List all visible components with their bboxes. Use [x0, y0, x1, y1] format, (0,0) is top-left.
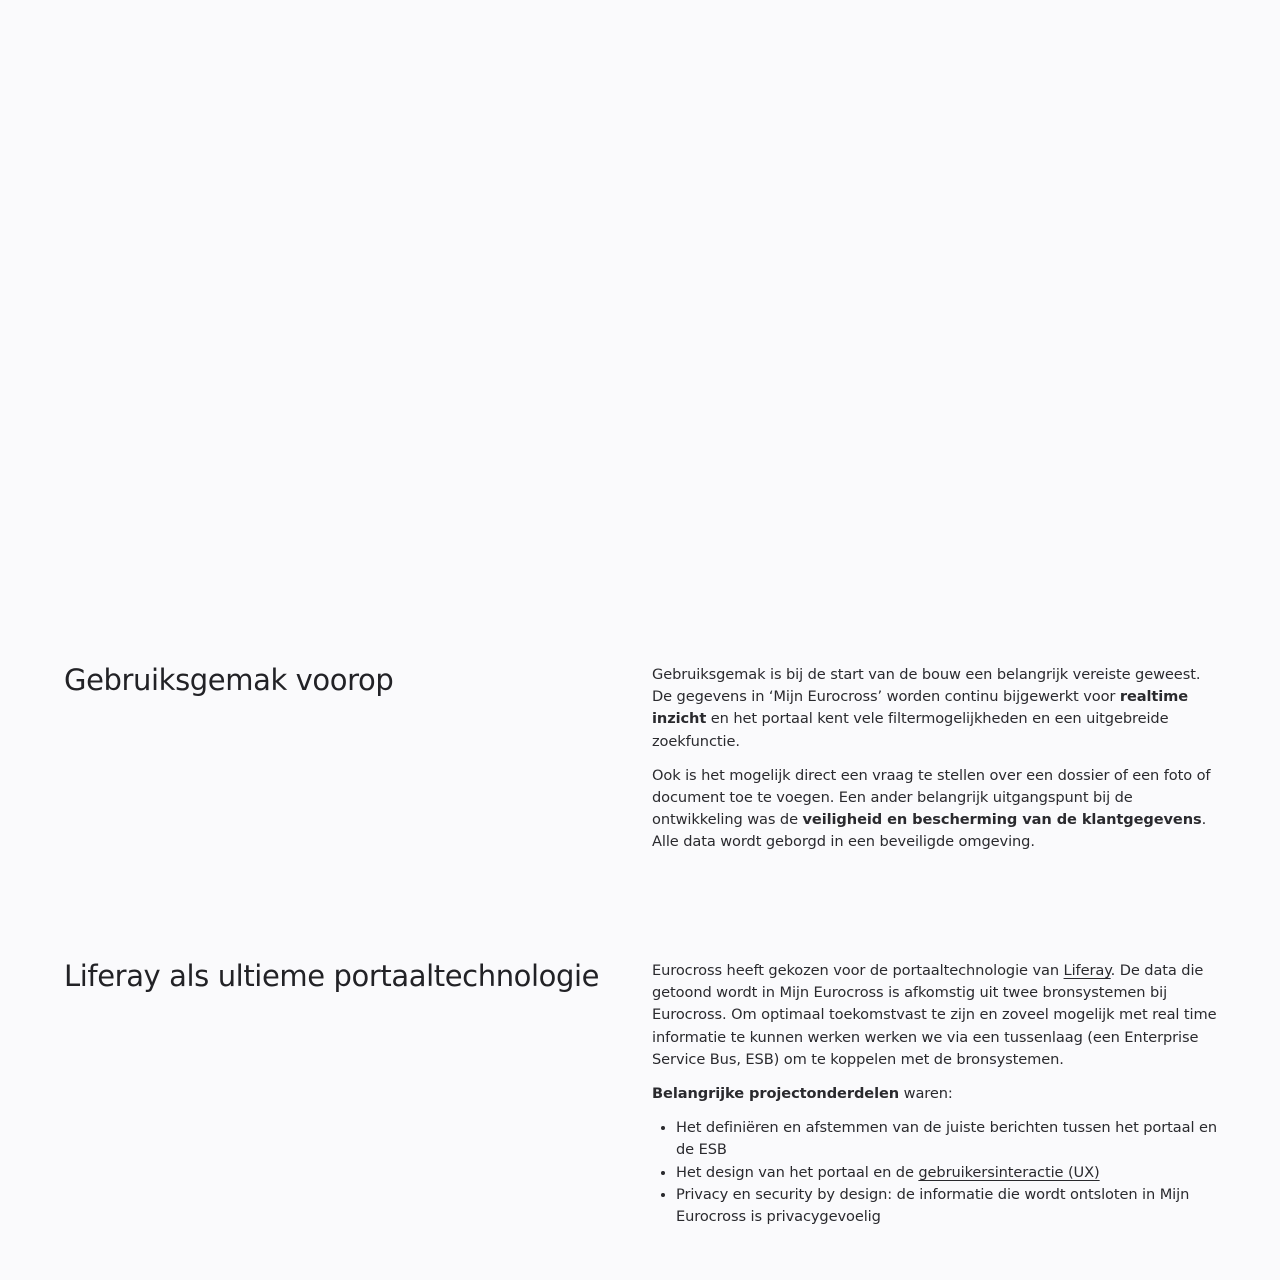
- text: . Alle data wordt geborgd in een beveiligde omgeving.: [652, 811, 1207, 851]
- text: Ook is het mogelijk direct een vraag te stellen over een dossier of een foto of document toe te voegen. Een ander belangrijk uitgangspunt bij de ontwikkeling was de: [652, 766, 1211, 829]
- paragraph: [652, 664, 1224, 753]
- bold-text: veiligheid en bescherming van de klantgegevens: [802, 811, 1202, 829]
- text: Het design van het portaal en de: [676, 1163, 919, 1181]
- text: Gebruiksgemak is bij de start van de bouw een belangrijk vereiste geweest. De gegevens in ‘Mijn Eurocross’ worden continu bijgewerkt voor: [652, 666, 1201, 706]
- list-item: [676, 1162, 1224, 1184]
- text: Eurocross heeft gekozen voor de portaaltechnologie van: [652, 962, 1064, 979]
- project-parts-list: [652, 1117, 1224, 1228]
- text: . De data die getoond wordt in Mijn Eurocross is afkomstig uit twee bronsystemen bij Eurocross. Om optimaal toekomstvast te zijn en zoveel mogelijk met real time informatie te kunnen werken werken we via een tussenlaag (een Enterprise Service Bus, ESB) om te koppelen met de bronsystemen.: [652, 962, 1217, 1068]
- list-item: • Privacy en security by design: de informatie die wordt ontsloten in Mijn Eurocross is privacygevoelig: [676, 1184, 1224, 1228]
- paragraph: [652, 765, 1224, 854]
- bold-text: Belangrijke projectonderdelen: [652, 1085, 900, 1103]
- paragraph: [652, 1083, 1224, 1105]
- liferay-link[interactable]: Liferay: [1063, 962, 1111, 979]
- section-body: [652, 960, 1224, 1228]
- text: en het portaal kent vele filtermogelijkheden en een uitgebreide zoekfunctie.: [652, 710, 1169, 750]
- paragraph: [652, 960, 1224, 1071]
- text: waren:: [899, 1085, 953, 1103]
- bold-text: realtime inzicht: [652, 688, 1189, 728]
- section-body: [652, 664, 1224, 866]
- section-heading: Liferay als ultieme portaaltechnologie: [64, 959, 600, 993]
- ux-link[interactable]: gebruikersinteractie (UX): [918, 1163, 1100, 1181]
- list-item: • Het definiëren en afstemmen van de juiste berichten tussen het portaal en de ESB: [676, 1117, 1224, 1161]
- section-heading: Gebruiksgemak voorop: [64, 663, 394, 697]
